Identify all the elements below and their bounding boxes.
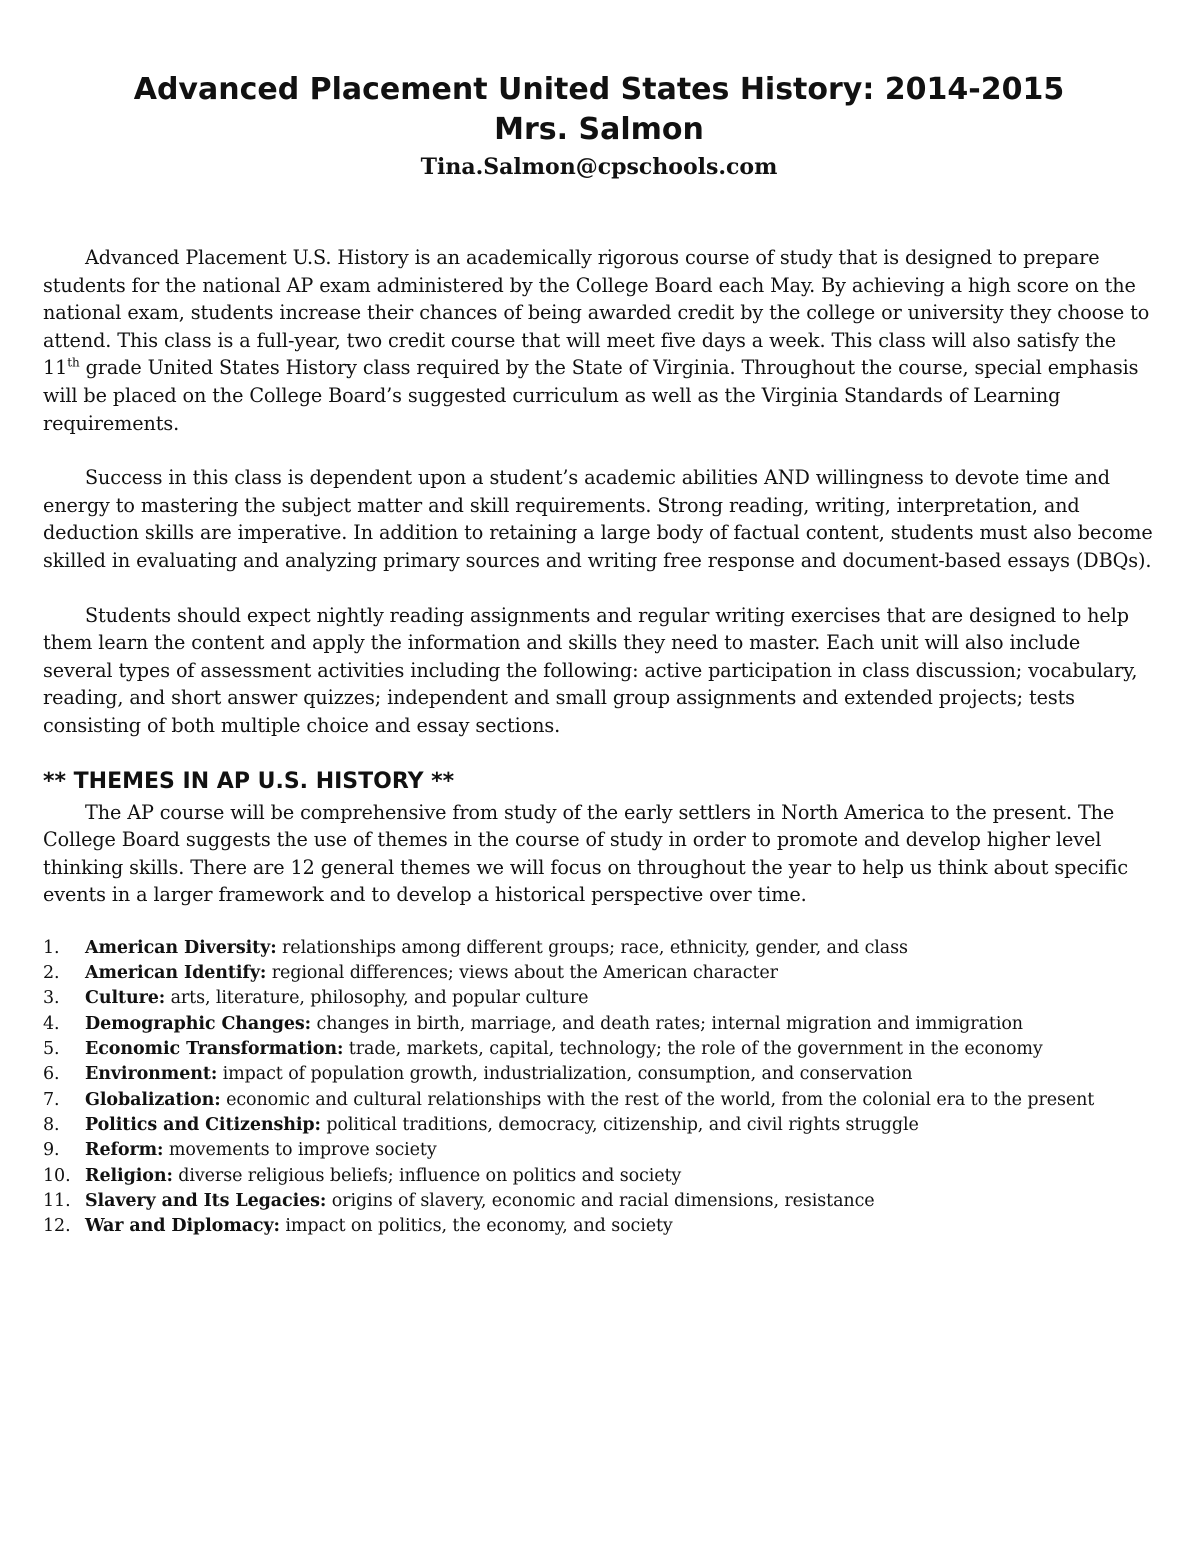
theme-number: 8. [43,1114,60,1135]
theme-description: relationships among different groups; race, ethnicity, gender, and class [276,937,908,958]
themes-heading: ** THEMES IN AP U.S. HISTORY ** [43,768,455,794]
theme-description: movements to improve society [163,1140,437,1161]
theme-body [85,1088,1155,1113]
theme-item [43,961,1155,986]
theme-item [43,1214,1155,1239]
theme-number: 7. [43,1089,60,1110]
theme-body [85,1012,1155,1037]
themes-intro-paragraph: The AP course will be comprehensive from study of the early settlers in North America to the present. The College Board suggests the use of themes in the course of study in order to promote and develop higher level thinking skills. There are 12 general themes we will focus on throughout the year to help us think about specific events in a larger framework and to develop a historical perspective over time. [43,800,1128,907]
theme-name: War and Diplomacy: [85,1216,280,1237]
theme-body [85,1062,1155,1087]
theme-body [85,1164,1155,1189]
theme-item [43,1164,1155,1189]
teacher-name: Mrs. Salmon [494,112,704,147]
theme-body [85,1037,1155,1062]
theme-name: Reform: [85,1140,164,1161]
theme-name: American Identify: [85,963,267,984]
theme-number: 9. [43,1140,60,1161]
theme-number: 4. [43,1013,60,1034]
teacher-email: Tina.Salmon@cpschools.com [420,154,778,180]
theme-name: Demographic Changes: [85,1013,312,1034]
theme-number: 10. [43,1165,71,1186]
intro-paragraph-course-part1: Advanced Placement U.S. History is an academically rigorous course of study that is designed to prepare students for the national AP exam administered by the College Board each May. By achieving a high score on the national exam, students increase their chances of being awarded credit by the college or university they choose to attend. This class is a full-year, two credit course that will meet five days a week. This class will also satisfy the 11 [43,246,1150,380]
theme-item [43,986,1155,1011]
intro-paragraph-expectations: Students should expect nightly reading assignments and regular writing exercises that are designed to help them learn the content and apply the information and skills they need to master. Each unit will also include several types of assessment activities including the following: active participation in class discussion; vocabulary, reading, and short answer quizzes; independent and small group assignments and extended projects; tests consisting of both multiple choice and essay sections. [43,603,1138,737]
theme-description: regional differences; views about the American character [266,963,778,984]
theme-body [85,1138,1155,1163]
theme-name: Environment: [85,1064,218,1085]
theme-name: Politics and Citizenship: [85,1114,321,1135]
theme-name: Globalization: [85,1089,221,1110]
theme-body [85,936,1155,961]
ordinal-suffix: th [67,355,80,370]
theme-number: 5. [43,1039,60,1060]
syllabus-page [43,70,1155,1239]
theme-description: arts, literature, philosophy, and popular culture [165,988,589,1009]
theme-description: changes in birth, marriage, and death rates; internal migration and immigration [311,1013,1023,1034]
theme-item [43,936,1155,961]
intro-paragraph-success: Success in this class is dependent upon a student’s academic abilities AND willingness to devote time and energy to mastering the subject matter and skill requirements. Strong reading, writing, interpretation, and deduction skills are imperative. In addition to retaining a large body of factual content, students must also become skilled in evaluating and analyzing primary sources and writing free response and document-based essays (DBQs). [43,466,1153,572]
theme-item [43,1037,1155,1062]
theme-description: impact of population growth, industrialization, consumption, and conservation [217,1064,913,1085]
theme-item [43,1138,1155,1163]
theme-number: 12. [43,1216,71,1237]
theme-description: diverse religious beliefs; influence on politics and society [172,1165,682,1186]
theme-number: 11. [43,1190,71,1211]
theme-name: Economic Transformation: [85,1039,344,1060]
theme-description: impact on politics, the economy, and society [279,1216,673,1237]
theme-description: trade, markets, capital, technology; the role of the government in the economy [343,1039,1043,1060]
theme-number: 2. [43,963,60,984]
theme-name: American Diversity: [85,937,277,958]
theme-number: 3. [43,988,60,1009]
theme-body [85,1113,1155,1138]
intro-paragraph-course [43,244,1155,437]
theme-item [43,1088,1155,1113]
theme-description: origins of slavery, economic and racial dimensions, resistance [326,1190,875,1211]
intro-paragraph-course-part2: grade United States History class required by the State of Virginia. Throughout the course, special emphasis will be placed on the College Board’s suggested curriculum as well as the Virginia Standards of Learning requirements. [43,356,1139,435]
theme-item [43,1062,1155,1087]
theme-name: Culture: [85,988,166,1009]
theme-name: Religion: [85,1165,173,1186]
theme-body [85,961,1155,986]
theme-body [85,1189,1155,1214]
theme-name: Slavery and Its Legacies: [85,1190,327,1211]
theme-item [43,1012,1155,1037]
theme-body [85,986,1155,1011]
theme-description: political traditions, democracy, citizenship, and civil rights struggle [320,1114,919,1135]
theme-number: 6. [43,1064,60,1085]
theme-description: economic and cultural relationships with the rest of the world, from the colonial era to the present [220,1089,1095,1110]
document-title: Advanced Placement United States History: 2014-2015 [133,72,1065,107]
theme-number: 1. [43,937,60,958]
theme-body [85,1214,1155,1239]
themes-list [43,936,1155,1240]
theme-item [43,1113,1155,1138]
theme-item [43,1189,1155,1214]
